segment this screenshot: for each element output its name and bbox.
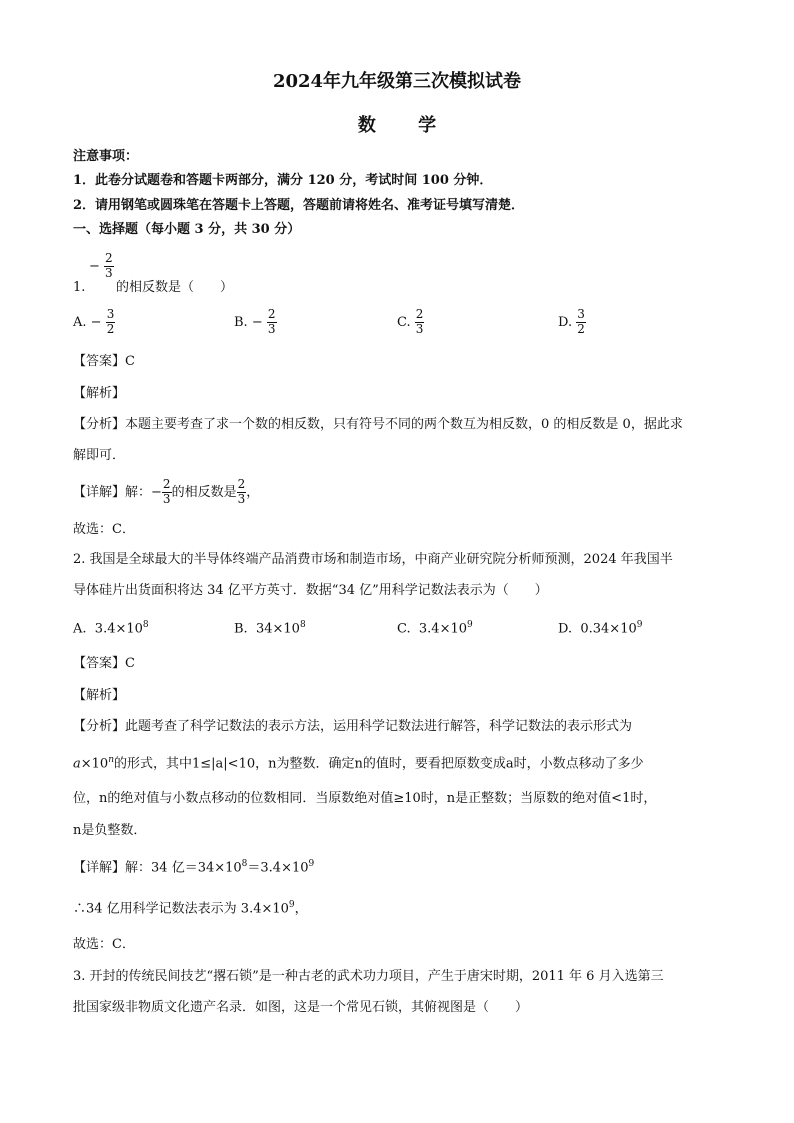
q1-detail [73, 478, 259, 507]
option-sign: − [90, 314, 102, 330]
notice-item-2: 2．请用钢笔或圆珠笔在答题卡上答题，答题前请将姓名、准考证号填写清楚． [73, 198, 525, 213]
q2-stem-line-1: 2. 我国是全球最大的半导体终端产品消费市场和制造市场，中商产业研究院分析师预测，2024 年我国半 [73, 552, 673, 567]
option-exp: 8 [299, 620, 306, 630]
q1-detail-frac-1 [162, 478, 172, 507]
q1-stem-den: 3 [105, 265, 113, 280]
q2-detail-tag: 【详解】 [73, 860, 126, 876]
q2-option-d [558, 621, 642, 635]
option-num: 3 [106, 307, 115, 321]
option-base: 34×10 [255, 621, 300, 637]
q1-detail-den-1: 3 [162, 491, 171, 506]
q2-detail-exp-1: 8 [241, 859, 248, 869]
option-fraction [106, 308, 116, 337]
q1-detail-frac-2 [237, 478, 247, 507]
notice-item-1: 1．此卷分试题卷和答题卡两部分，满分 120 分，考试时间 100 分钟． [73, 173, 493, 188]
q2-detail-exp-2: 9 [308, 859, 315, 869]
q2-choose: 故选：C． [73, 937, 135, 952]
q2-detail-b: ＝3.4×10 [247, 860, 309, 876]
q2-therefore-b: ， [294, 901, 308, 917]
option-den: 2 [577, 321, 585, 336]
q1-detail-c: ， [246, 484, 260, 500]
q1-analysis-text: 本题主要考查了求一个数的相反数，只有符号不同的两个数互为相反数，0 的相反数是 0，据此求 [125, 417, 683, 432]
q2-therefore [73, 901, 308, 915]
notice-heading: 注意事项： [73, 149, 139, 164]
q1-detail-den-2: 3 [237, 491, 246, 506]
q1-number: 1. [73, 280, 86, 295]
option-base: 0.34×10 [580, 621, 637, 637]
option-label: B. [234, 314, 248, 330]
q1-option-b [234, 308, 277, 337]
q1-analysis-line-2: 解即可． [73, 448, 126, 463]
q2-jiexi: 【解析】 [73, 688, 126, 703]
q1-detail-num-1: 2 [162, 477, 171, 491]
q1-answer: 【答案】C [73, 354, 135, 369]
q2-analysis-rest: 的形式，其中1≤|a|<10，n为整数．确定n的值时，要看把原数变成a时，小数点移动了多少 [114, 756, 644, 772]
option-label: A. [73, 621, 87, 637]
option-num: 2 [415, 307, 424, 321]
q1-stem-num: 2 [105, 251, 113, 265]
q2-detail-a: 解：34 亿＝34×10 [125, 860, 242, 876]
q3-stem-line-1: 3. 开封的传统民间技艺“撂石锁”是一种古老的武术功力项目，产生于唐宋时期，2011 年 6 月入选第三 [73, 969, 664, 984]
q1-analysis-line-1 [73, 418, 683, 431]
q1-detail-a: 解：− [125, 484, 162, 500]
option-label: A. [73, 314, 87, 330]
q2-analysis-times: ×10 [80, 756, 109, 772]
q2-option-a [73, 621, 149, 635]
q2-analysis-line-2 [73, 756, 644, 770]
option-den: 3 [415, 321, 424, 336]
q2-option-c [397, 621, 473, 635]
option-num: 2 [267, 307, 276, 321]
q2-option-b [234, 621, 306, 635]
q2-answer: 【答案】C [73, 656, 135, 671]
q1-detail-b: 的相反数是 [171, 484, 237, 500]
q2-analysis-exp: n [108, 755, 114, 765]
q2-analysis-text: 此题考查了科学记数法的表示方法，运用科学记数法进行解答，科学记数法的表示形式为 [125, 719, 633, 734]
option-label: D. [558, 314, 573, 330]
option-label: B. [234, 621, 248, 637]
q1-stem-frac [104, 252, 114, 281]
option-den: 3 [267, 321, 276, 336]
option-fraction [415, 308, 425, 337]
option-den: 2 [106, 321, 115, 336]
q2-detail [73, 860, 314, 874]
subject-title: 数 学 [357, 115, 455, 136]
q1-detail-tag: 【详解】 [73, 484, 126, 500]
q1-stem-fraction [89, 252, 114, 281]
q2-analysis-line-1 [73, 720, 632, 733]
option-sign: − [251, 314, 263, 330]
q1-option-a [73, 308, 115, 337]
option-base: 3.4×10 [94, 621, 143, 637]
option-exp: 8 [142, 620, 149, 630]
q2-stem-line-2: 导体硅片出货面积将达 34 亿平方英寸．数据“34 亿”用科学记数法表示为（ ） [73, 583, 548, 598]
q3-stem-line-2: 批国家级非物质文化遗产名录．如图，这是一个常见石锁，其俯视图是（ ） [73, 1000, 529, 1015]
q2-therefore-exp: 9 [288, 900, 295, 910]
q1-stem-sign: − [89, 258, 100, 274]
option-base: 3.4×10 [418, 621, 467, 637]
q2-therefore-a: ∴34 亿用科学记数法表示为 3.4×10 [73, 901, 289, 917]
q1-analysis-tag: 【分析】 [73, 417, 126, 432]
exam-title: 2024年九年级第三次模拟试卷 [272, 71, 522, 92]
option-exp: 9 [467, 620, 473, 630]
option-exp: 9 [636, 620, 643, 630]
q1-stem-text: 的相反数是（ ） [116, 280, 234, 295]
q1-detail-num-2: 2 [237, 477, 246, 491]
q1-jiexi: 【解析】 [73, 386, 126, 401]
q1-option-c [397, 308, 424, 337]
q1-choose: 故选：C． [73, 522, 135, 537]
q2-analysis-var-a: a [73, 756, 81, 772]
option-label: D. [558, 621, 573, 637]
q2-analysis-tag: 【分析】 [73, 719, 126, 734]
option-label: C. [397, 314, 411, 330]
q2-analysis-line-4: n是负整数． [73, 823, 147, 838]
option-num: 3 [577, 307, 585, 321]
q2-analysis-line-3: 位，n的绝对值与小数点移动的位数相同．当原数绝对值≥10时，n是正整数；当原数的绝对值<1时， [73, 791, 657, 806]
section-heading-choice: 一、选择题（每小题 3 分，共 30 分） [73, 222, 301, 237]
option-fraction [576, 308, 586, 337]
option-label: C. [397, 621, 411, 637]
q1-option-d [558, 308, 586, 337]
option-fraction [267, 308, 277, 337]
